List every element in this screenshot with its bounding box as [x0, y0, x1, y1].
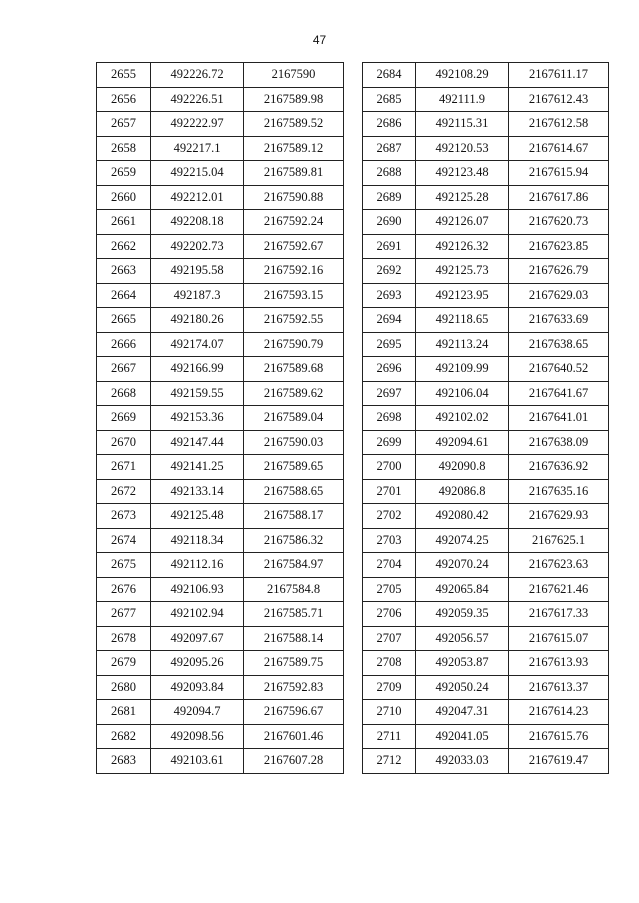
- y-coordinate-cell: 2167593.15: [244, 283, 344, 308]
- x-coordinate-cell: 492208.18: [151, 210, 244, 235]
- point-number-cell: 2655: [97, 63, 151, 88]
- y-coordinate-cell: 2167629.93: [509, 504, 609, 529]
- point-number-cell: 2703: [363, 528, 416, 553]
- x-coordinate-cell: 492222.97: [151, 112, 244, 137]
- y-coordinate-cell: 2167589.52: [244, 112, 344, 137]
- point-number-cell: 2711: [363, 724, 416, 749]
- y-coordinate-cell: 2167589.75: [244, 651, 344, 676]
- table-row: [363, 602, 609, 627]
- point-number-cell: 2704: [363, 553, 416, 578]
- point-number-cell: 2670: [97, 430, 151, 455]
- table-body: [97, 63, 344, 774]
- point-number-cell: 2664: [97, 283, 151, 308]
- point-number-cell: 2657: [97, 112, 151, 137]
- table-row: [97, 749, 344, 774]
- table-row: [363, 577, 609, 602]
- x-coordinate-cell: 492047.31: [416, 700, 509, 725]
- y-coordinate-cell: 2167590: [244, 63, 344, 88]
- table-row: [97, 406, 344, 431]
- y-coordinate-cell: 2167638.09: [509, 430, 609, 455]
- table-row: [363, 528, 609, 553]
- table-row: [363, 381, 609, 406]
- point-number-cell: 2667: [97, 357, 151, 382]
- x-coordinate-cell: 492102.02: [416, 406, 509, 431]
- table-row: [97, 700, 344, 725]
- point-number-cell: 2712: [363, 749, 416, 774]
- table-row: [97, 430, 344, 455]
- point-number-cell: 2677: [97, 602, 151, 627]
- x-coordinate-cell: 492106.93: [151, 577, 244, 602]
- table-row: [97, 259, 344, 284]
- y-coordinate-cell: 2167590.88: [244, 185, 344, 210]
- table-row: [97, 455, 344, 480]
- y-coordinate-cell: 2167641.01: [509, 406, 609, 431]
- x-coordinate-cell: 492111.9: [416, 87, 509, 112]
- point-number-cell: 2675: [97, 553, 151, 578]
- coordinates-table-left: [96, 62, 344, 774]
- table-row: [97, 185, 344, 210]
- y-coordinate-cell: 2167623.85: [509, 234, 609, 259]
- x-coordinate-cell: 492106.04: [416, 381, 509, 406]
- y-coordinate-cell: 2167589.04: [244, 406, 344, 431]
- x-coordinate-cell: 492098.56: [151, 724, 244, 749]
- y-coordinate-cell: 2167623.63: [509, 553, 609, 578]
- x-coordinate-cell: 492097.67: [151, 626, 244, 651]
- point-number-cell: 2658: [97, 136, 151, 161]
- table-row: [363, 161, 609, 186]
- x-coordinate-cell: 492187.3: [151, 283, 244, 308]
- y-coordinate-cell: 2167588.65: [244, 479, 344, 504]
- x-coordinate-cell: 492086.8: [416, 479, 509, 504]
- x-coordinate-cell: 492074.25: [416, 528, 509, 553]
- table-row: [363, 430, 609, 455]
- x-coordinate-cell: 492126.32: [416, 234, 509, 259]
- point-number-cell: 2663: [97, 259, 151, 284]
- x-coordinate-cell: 492059.35: [416, 602, 509, 627]
- y-coordinate-cell: 2167615.07: [509, 626, 609, 651]
- x-coordinate-cell: 492141.25: [151, 455, 244, 480]
- y-coordinate-cell: 2167617.86: [509, 185, 609, 210]
- point-number-cell: 2687: [363, 136, 416, 161]
- point-number-cell: 2699: [363, 430, 416, 455]
- table-row: [97, 161, 344, 186]
- x-coordinate-cell: 492125.28: [416, 185, 509, 210]
- x-coordinate-cell: 492125.48: [151, 504, 244, 529]
- table-row: [363, 406, 609, 431]
- x-coordinate-cell: 492120.53: [416, 136, 509, 161]
- y-coordinate-cell: 2167617.33: [509, 602, 609, 627]
- table-row: [97, 651, 344, 676]
- point-number-cell: 2684: [363, 63, 416, 88]
- x-coordinate-cell: 492109.99: [416, 357, 509, 382]
- y-coordinate-cell: 2167613.37: [509, 675, 609, 700]
- table-row: [363, 185, 609, 210]
- point-number-cell: 2706: [363, 602, 416, 627]
- y-coordinate-cell: 2167590.79: [244, 332, 344, 357]
- y-coordinate-cell: 2167592.83: [244, 675, 344, 700]
- point-number-cell: 2710: [363, 700, 416, 725]
- x-coordinate-cell: 492226.51: [151, 87, 244, 112]
- y-coordinate-cell: 2167636.92: [509, 455, 609, 480]
- point-number-cell: 2666: [97, 332, 151, 357]
- y-coordinate-cell: 2167611.17: [509, 63, 609, 88]
- x-coordinate-cell: 492112.16: [151, 553, 244, 578]
- table-row: [363, 87, 609, 112]
- y-coordinate-cell: 2167640.52: [509, 357, 609, 382]
- point-number-cell: 2662: [97, 234, 151, 259]
- point-number-cell: 2696: [363, 357, 416, 382]
- table-row: [97, 724, 344, 749]
- x-coordinate-cell: 492217.1: [151, 136, 244, 161]
- x-coordinate-cell: 492108.29: [416, 63, 509, 88]
- y-coordinate-cell: 2167614.23: [509, 700, 609, 725]
- y-coordinate-cell: 2167625.1: [509, 528, 609, 553]
- x-coordinate-cell: 492094.61: [416, 430, 509, 455]
- x-coordinate-cell: 492174.07: [151, 332, 244, 357]
- point-number-cell: 2659: [97, 161, 151, 186]
- point-number-cell: 2693: [363, 283, 416, 308]
- y-coordinate-cell: 2167641.67: [509, 381, 609, 406]
- table-row: [363, 626, 609, 651]
- point-number-cell: 2671: [97, 455, 151, 480]
- table-row: [363, 724, 609, 749]
- table-row: [363, 504, 609, 529]
- x-coordinate-cell: 492126.07: [416, 210, 509, 235]
- point-number-cell: 2708: [363, 651, 416, 676]
- point-number-cell: 2669: [97, 406, 151, 431]
- y-coordinate-cell: 2167589.81: [244, 161, 344, 186]
- table-row: [97, 210, 344, 235]
- point-number-cell: 2692: [363, 259, 416, 284]
- table-row: [363, 308, 609, 333]
- x-coordinate-cell: 492147.44: [151, 430, 244, 455]
- y-coordinate-cell: 2167586.32: [244, 528, 344, 553]
- point-number-cell: 2698: [363, 406, 416, 431]
- x-coordinate-cell: 492065.84: [416, 577, 509, 602]
- table-row: [363, 136, 609, 161]
- point-number-cell: 2700: [363, 455, 416, 480]
- x-coordinate-cell: 492215.04: [151, 161, 244, 186]
- x-coordinate-cell: 492102.94: [151, 602, 244, 627]
- x-coordinate-cell: 492094.7: [151, 700, 244, 725]
- y-coordinate-cell: 2167585.71: [244, 602, 344, 627]
- point-number-cell: 2695: [363, 332, 416, 357]
- point-number-cell: 2690: [363, 210, 416, 235]
- coordinates-table-right: [362, 62, 609, 774]
- point-number-cell: 2682: [97, 724, 151, 749]
- table-row: [363, 553, 609, 578]
- x-coordinate-cell: 492118.65: [416, 308, 509, 333]
- table-row: [363, 112, 609, 137]
- point-number-cell: 2697: [363, 381, 416, 406]
- x-coordinate-cell: 492202.73: [151, 234, 244, 259]
- y-coordinate-cell: 2167588.17: [244, 504, 344, 529]
- point-number-cell: 2674: [97, 528, 151, 553]
- point-number-cell: 2668: [97, 381, 151, 406]
- point-number-cell: 2689: [363, 185, 416, 210]
- point-number-cell: 2680: [97, 675, 151, 700]
- y-coordinate-cell: 2167589.65: [244, 455, 344, 480]
- point-number-cell: 2709: [363, 675, 416, 700]
- x-coordinate-cell: 492056.57: [416, 626, 509, 651]
- y-coordinate-cell: 2167584.97: [244, 553, 344, 578]
- table-row: [97, 528, 344, 553]
- y-coordinate-cell: 2167626.79: [509, 259, 609, 284]
- point-number-cell: 2673: [97, 504, 151, 529]
- table-row: [97, 504, 344, 529]
- x-coordinate-cell: 492153.36: [151, 406, 244, 431]
- table-row: [363, 63, 609, 88]
- y-coordinate-cell: 2167633.69: [509, 308, 609, 333]
- table-row: [97, 234, 344, 259]
- table-row: [97, 675, 344, 700]
- y-coordinate-cell: 2167619.47: [509, 749, 609, 774]
- table-row: [363, 675, 609, 700]
- y-coordinate-cell: 2167589.98: [244, 87, 344, 112]
- x-coordinate-cell: 492095.26: [151, 651, 244, 676]
- y-coordinate-cell: 2167607.28: [244, 749, 344, 774]
- table-row: [363, 651, 609, 676]
- table-row: [97, 112, 344, 137]
- x-coordinate-cell: 492180.26: [151, 308, 244, 333]
- y-coordinate-cell: 2167592.55: [244, 308, 344, 333]
- point-number-cell: 2686: [363, 112, 416, 137]
- x-coordinate-cell: 492070.24: [416, 553, 509, 578]
- point-number-cell: 2656: [97, 87, 151, 112]
- table-row: [97, 308, 344, 333]
- x-coordinate-cell: 492123.95: [416, 283, 509, 308]
- y-coordinate-cell: 2167592.24: [244, 210, 344, 235]
- x-coordinate-cell: 492166.99: [151, 357, 244, 382]
- y-coordinate-cell: 2167629.03: [509, 283, 609, 308]
- point-number-cell: 2679: [97, 651, 151, 676]
- x-coordinate-cell: 492212.01: [151, 185, 244, 210]
- x-coordinate-cell: 492103.61: [151, 749, 244, 774]
- point-number-cell: 2678: [97, 626, 151, 651]
- y-coordinate-cell: 2167592.16: [244, 259, 344, 284]
- point-number-cell: 2672: [97, 479, 151, 504]
- y-coordinate-cell: 2167615.94: [509, 161, 609, 186]
- y-coordinate-cell: 2167592.67: [244, 234, 344, 259]
- point-number-cell: 2688: [363, 161, 416, 186]
- table-row: [97, 63, 344, 88]
- y-coordinate-cell: 2167612.43: [509, 87, 609, 112]
- table-row: [97, 283, 344, 308]
- point-number-cell: 2685: [363, 87, 416, 112]
- x-coordinate-cell: 492133.14: [151, 479, 244, 504]
- table-row: [97, 357, 344, 382]
- table-row: [363, 479, 609, 504]
- table-row: [97, 381, 344, 406]
- point-number-cell: 2707: [363, 626, 416, 651]
- table-row: [97, 577, 344, 602]
- x-coordinate-cell: 492159.55: [151, 381, 244, 406]
- x-coordinate-cell: 492118.34: [151, 528, 244, 553]
- y-coordinate-cell: 2167590.03: [244, 430, 344, 455]
- table-row: [363, 234, 609, 259]
- table-row: [363, 749, 609, 774]
- x-coordinate-cell: 492033.03: [416, 749, 509, 774]
- point-number-cell: 2661: [97, 210, 151, 235]
- y-coordinate-cell: 2167613.93: [509, 651, 609, 676]
- x-coordinate-cell: 492050.24: [416, 675, 509, 700]
- x-coordinate-cell: 492125.73: [416, 259, 509, 284]
- x-coordinate-cell: 492115.31: [416, 112, 509, 137]
- y-coordinate-cell: 2167589.62: [244, 381, 344, 406]
- table-row: [97, 332, 344, 357]
- table-row: [363, 210, 609, 235]
- table-row: [97, 136, 344, 161]
- x-coordinate-cell: 492041.05: [416, 724, 509, 749]
- y-coordinate-cell: 2167584.8: [244, 577, 344, 602]
- point-number-cell: 2665: [97, 308, 151, 333]
- x-coordinate-cell: 492226.72: [151, 63, 244, 88]
- x-coordinate-cell: 492195.58: [151, 259, 244, 284]
- x-coordinate-cell: 492090.8: [416, 455, 509, 480]
- table-row: [97, 602, 344, 627]
- page-number: 47: [312, 33, 327, 47]
- y-coordinate-cell: 2167601.46: [244, 724, 344, 749]
- x-coordinate-cell: 492080.42: [416, 504, 509, 529]
- y-coordinate-cell: 2167612.58: [509, 112, 609, 137]
- point-number-cell: 2705: [363, 577, 416, 602]
- x-coordinate-cell: 492113.24: [416, 332, 509, 357]
- y-coordinate-cell: 2167620.73: [509, 210, 609, 235]
- table-body: [363, 63, 609, 774]
- point-number-cell: 2702: [363, 504, 416, 529]
- point-number-cell: 2676: [97, 577, 151, 602]
- y-coordinate-cell: 2167589.12: [244, 136, 344, 161]
- point-number-cell: 2683: [97, 749, 151, 774]
- y-coordinate-cell: 2167635.16: [509, 479, 609, 504]
- y-coordinate-cell: 2167621.46: [509, 577, 609, 602]
- x-coordinate-cell: 492093.84: [151, 675, 244, 700]
- table-row: [97, 87, 344, 112]
- point-number-cell: 2681: [97, 700, 151, 725]
- point-number-cell: 2694: [363, 308, 416, 333]
- table-row: [97, 553, 344, 578]
- point-number-cell: 2701: [363, 479, 416, 504]
- table-row: [363, 700, 609, 725]
- x-coordinate-cell: 492123.48: [416, 161, 509, 186]
- table-row: [97, 479, 344, 504]
- table-row: [363, 259, 609, 284]
- y-coordinate-cell: 2167615.76: [509, 724, 609, 749]
- y-coordinate-cell: 2167614.67: [509, 136, 609, 161]
- table-row: [363, 332, 609, 357]
- point-number-cell: 2660: [97, 185, 151, 210]
- point-number-cell: 2691: [363, 234, 416, 259]
- table-row: [97, 626, 344, 651]
- x-coordinate-cell: 492053.87: [416, 651, 509, 676]
- table-row: [363, 283, 609, 308]
- y-coordinate-cell: 2167596.67: [244, 700, 344, 725]
- y-coordinate-cell: 2167589.68: [244, 357, 344, 382]
- table-row: [363, 455, 609, 480]
- table-row: [363, 357, 609, 382]
- y-coordinate-cell: 2167638.65: [509, 332, 609, 357]
- y-coordinate-cell: 2167588.14: [244, 626, 344, 651]
